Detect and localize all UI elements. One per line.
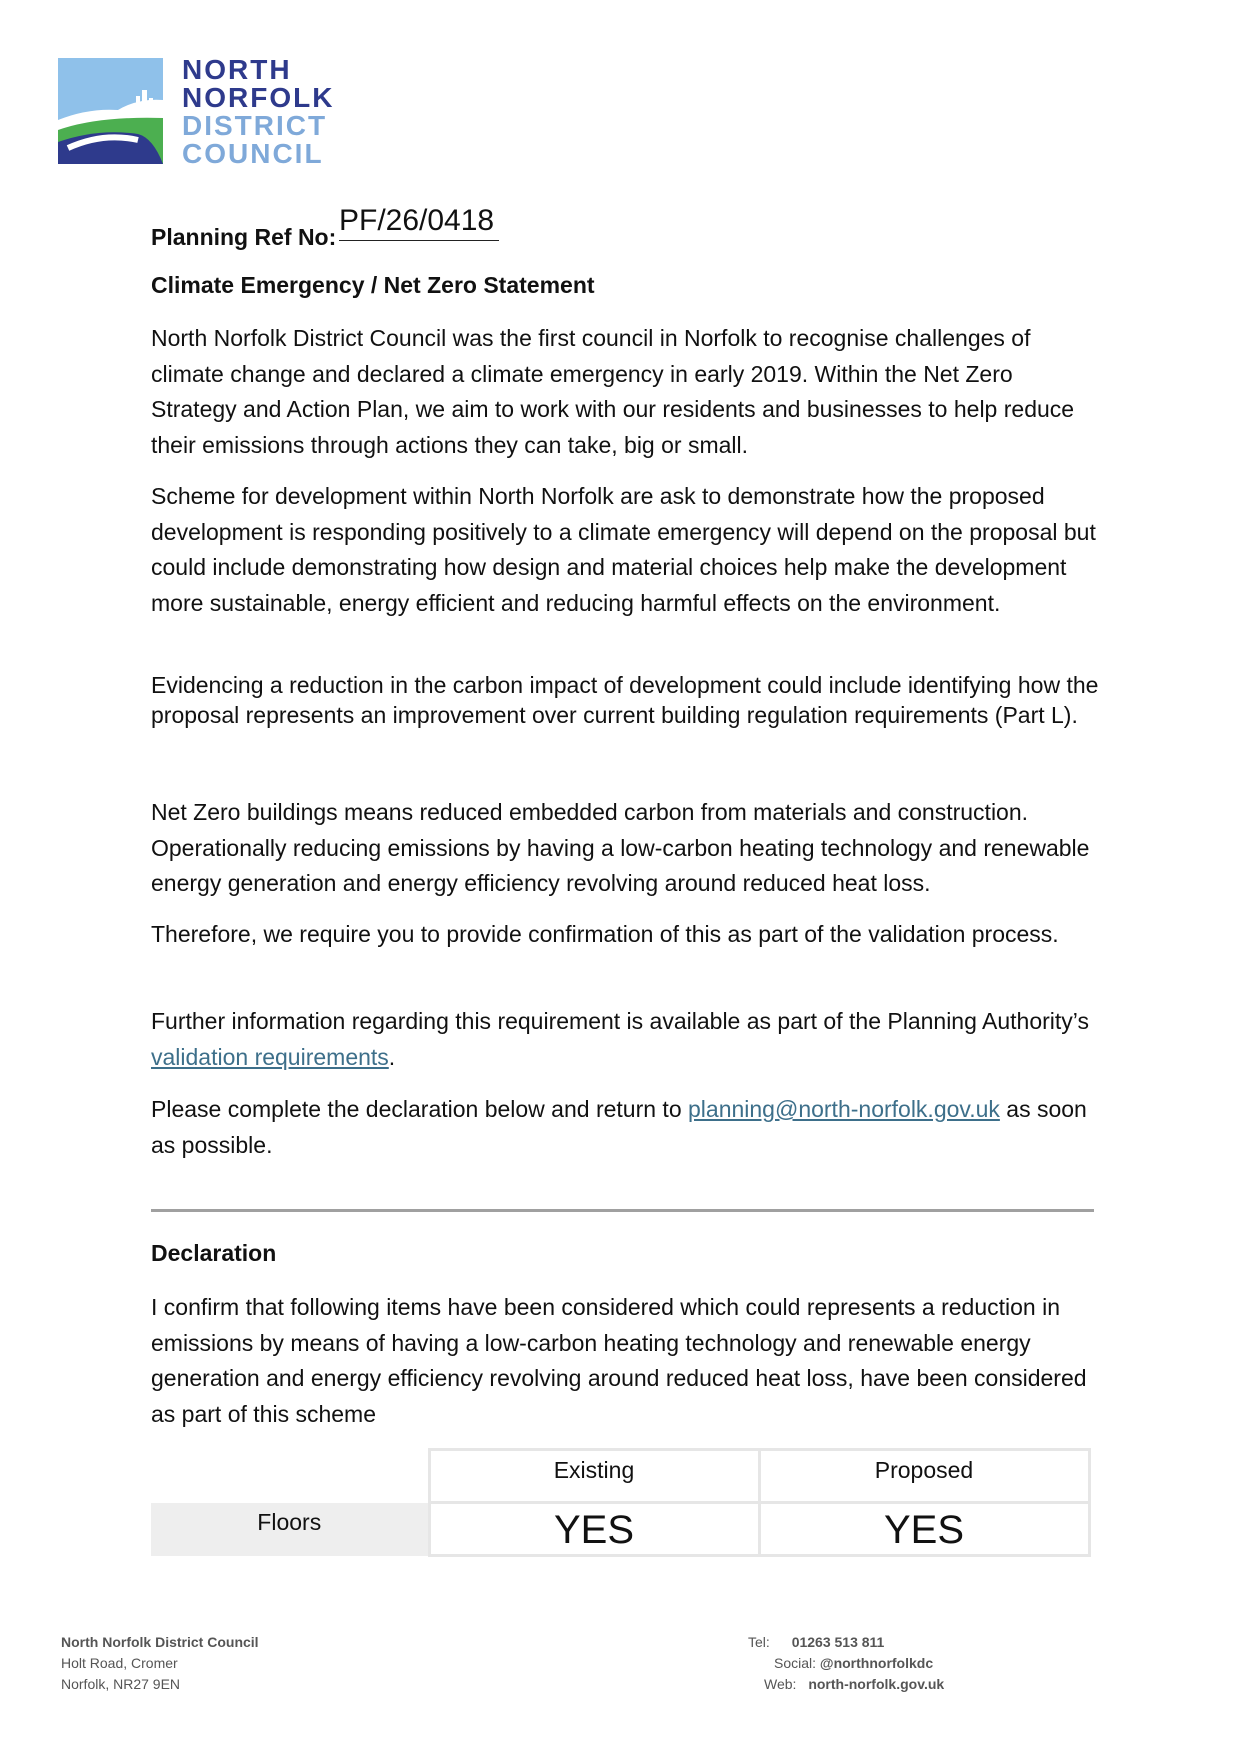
statement-heading: Climate Emergency / Net Zero Statement <box>151 272 595 298</box>
paragraph-intro: North Norfolk District Council was the first council in Norfolk to recognise challenges of climate change and declared a climate emergency in early 2019. Within the Net Zero Strategy and Action Plan, we aim to work with our residents and businesses to help reduce their emissions through actions they can take, big or small. <box>151 325 1075 458</box>
web-label: Web: <box>764 1676 797 1692</box>
declaration-text: I confirm that following items have been considered which could represents a reduction in emissions by means of having a low-carbon heating technology and renewable energy generation and energy efficiency revolving around reduced heat loss, have been considered as part of this scheme <box>151 1294 1087 1427</box>
floors-proposed-value[interactable]: YES <box>759 1503 1089 1556</box>
declaration-table <box>151 1448 1091 1557</box>
planning-ref-label: Planning Ref No: <box>151 224 337 250</box>
tel-value: 01263 513 811 <box>791 1634 885 1650</box>
column-existing: Existing <box>429 1450 759 1503</box>
planning-ref-value: PF/26/0418 <box>339 204 499 241</box>
council-logo-icon <box>58 58 163 164</box>
table-row <box>151 1503 1089 1556</box>
logo-line-council: COUNCIL <box>182 138 324 169</box>
floors-existing-value[interactable]: YES <box>429 1503 759 1556</box>
logo-line-norfolk: NORFOLK <box>182 82 335 113</box>
return-text: Please complete the declaration below and return to <box>151 1096 688 1122</box>
footer-web <box>764 1674 944 1695</box>
social-label: Social: <box>774 1655 817 1671</box>
further-info-text: Further information regarding this requirement is available as part of the Planning Authority’s <box>151 1008 1089 1034</box>
logo-line-north: NORTH <box>182 54 292 85</box>
validation-requirements-link[interactable]: validation requirements <box>151 1043 389 1070</box>
section-divider <box>151 1209 1094 1212</box>
paragraph-net-zero: Net Zero buildings means reduced embedded carbon from materials and construction. Operationally reducing emissions by having a low-carbon heating technology and renewable energy generation and energy efficiency revolving around reduced heat loss. <box>151 799 1090 896</box>
further-info-end: . <box>388 1043 396 1070</box>
council-logo <box>58 56 338 176</box>
footer-social <box>774 1653 933 1674</box>
council-name <box>182 56 334 168</box>
column-proposed: Proposed <box>759 1450 1089 1503</box>
paragraph-confirmation: Therefore, we require you to provide confirmation of this as part of the validation process. <box>151 921 1059 947</box>
table-header-row <box>151 1450 1089 1503</box>
footer-address-line1: Holt Road, Cromer <box>61 1655 178 1671</box>
paragraph-further-info <box>151 1004 1101 1075</box>
row-label-floors: Floors <box>151 1503 429 1556</box>
footer-contact <box>748 1632 1008 1698</box>
logo-line-district: DISTRICT <box>182 110 328 141</box>
footer-address-line2: Norfolk, NR27 9EN <box>61 1676 181 1692</box>
footer-address <box>61 1632 259 1695</box>
return-text-end: as soon as possible. <box>151 1096 1087 1158</box>
paragraph-scheme: Scheme for development within North Norfolk are ask to demonstrate how the proposed development is responding positively to a climate emergency will depend on the proposal but could include demonstrating how design and material choices help make the development more sustainable, energy efficient and reducing harmful effects on the environment. <box>151 483 1096 616</box>
footer-org: North Norfolk District Council <box>61 1634 259 1650</box>
paragraph-evidence: Evidencing a reduction in the carbon impact of development could include identifying how the proposal represents an improvement over current building regulation requirements (Part L). <box>151 672 1099 728</box>
planning-email-link[interactable]: planning@north-norfolk.gov.uk <box>688 1096 1000 1122</box>
tel-label: Tel: <box>748 1634 770 1650</box>
footer-tel <box>748 1632 884 1653</box>
social-value: @northnorfolkdc <box>819 1655 934 1671</box>
declaration-heading: Declaration <box>151 1240 277 1266</box>
paragraph-return <box>151 1092 1101 1163</box>
table-corner <box>151 1450 429 1503</box>
web-value[interactable]: north-norfolk.gov.uk <box>808 1676 945 1692</box>
